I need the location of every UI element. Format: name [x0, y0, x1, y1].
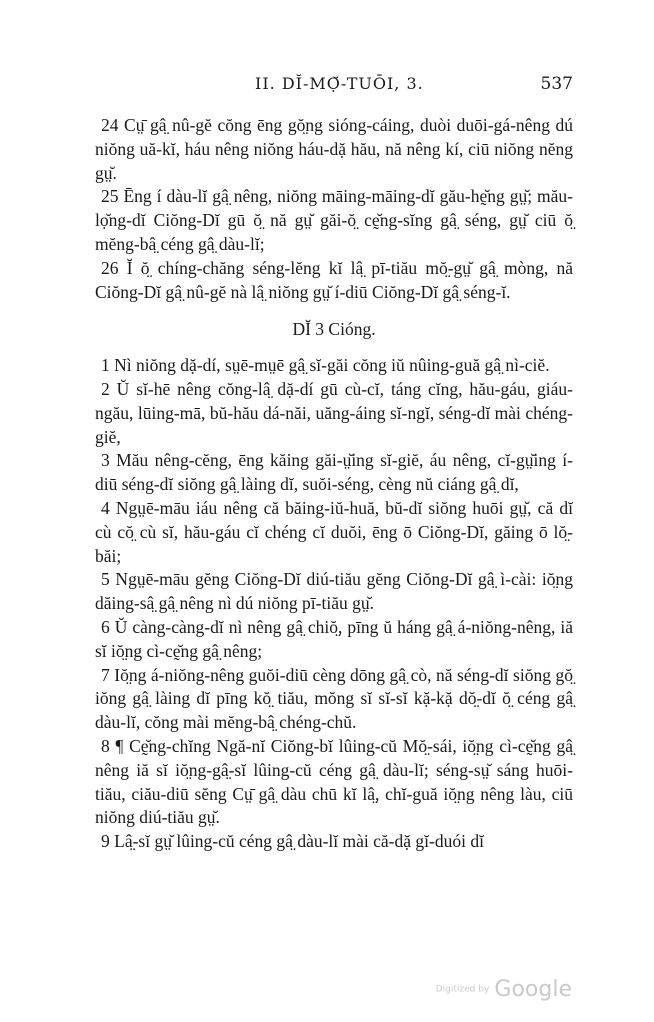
- running-title: II. DĬ-MỌ̆-TUŌI, 3.: [255, 74, 424, 93]
- google-watermark: [436, 977, 572, 1002]
- page-number: 537: [540, 74, 573, 94]
- chapter-verse-3: 3 Mău nêng-cĕng, ēng kăing găi-ṳ̆ing sĭ-giĕ, áu nêng, cĭ-gṳ̆ing í-diū séng-dĭ siŏng gâ̤ làing dĭ, suŏi-séng, cèng nŭ ciáng gâ̤ dĭ,: [95, 450, 573, 495]
- page-body: [95, 114, 573, 854]
- page-header: [95, 74, 573, 104]
- chapter-verse-2: 2 Ŭ sĭ-hē nêng cŏng-lâ̤ dặ-dí gū cù-cĭ, táng cĭng, hău-gáu, giáu-ngău, lūing-mā, bŭ-hău dá-năi, uăng-áing sĭ-ngĭ, séng-dĭ mài chéng-giĕ,: [95, 378, 573, 447]
- chapter-verse-4: 4 Ngṳē-māu iáu nêng că băing-iŭ-huă, bŭ-dĭ siŏng huōi gṳ̆, că dĭ cù cŏ̤ cù sĭ, hău-gáu cĭ chéng cĭ duŏi, ēng ō Ciŏng-Dĭ, găing ō lŏ̤-băi;: [95, 497, 573, 566]
- watermark-digitized-by: Digitized by: [435, 984, 490, 995]
- verse-26: 26 Ĭ ŏ̤ chíng-chăng séng-lĕng kĭ lâ̤ pī-tiău mŏ̤-gṳ̆ gâ̤ mòng, nă Ciŏng-Dĭ gâ̤ nû-gĕ nà lâ̤ niŏng gṳ̆ í-diū Ciŏng-Dĭ gâ̤ séng-ĭ.: [95, 257, 573, 302]
- chapter-verse-6: 6 Ŭ càng-càng-dĭ nì nêng gâ̤ chiŏ̤, pīng ŭ háng gâ̤ á-niŏng-nêng, iă sĭ iŏ̤ng cì-cḛ̆ng gâ̤ nêng;: [95, 616, 573, 661]
- chapter-verse-8: 8 ¶ Cḛ̆ng-chĭng Ngă-nĭ Ciŏng-bĭ lûing-cŭ Mŏ̤-sái, iŏ̤ng cì-cḛ̆ng gâ̤ nêng iă sĭ iŏ̤ng-gâ̤-sĭ lûing-cŭ céng gâ̤ dàu-lĭ; séng-sṳ̆ sáng huōi-tiău, ciău-diū sĕng Cṳ̄ gâ̤ dàu chū kĭ lâ̤, chĭ-guă iŏ̤ng nêng làu, ciū niŏng diú-tiău gṳ̆.: [95, 735, 573, 828]
- verse-25: 25 Ēng í dàu-lĭ gâ̤ nêng, niŏng māing-māing-dĭ gău-hḛ̆ng gṳ̆; mău-lọ̆ng-dĭ Ciŏng-Dĭ gū ŏ̤ nă gṳ̆ găi-ŏ̤ cḛ̆ng-sĭng gâ̤ séng, gṳ̆ ciū ŏ̤ mĕng-bâ̤ céng gâ̤ dàu-lĭ;: [95, 186, 573, 254]
- chapter-verse-9: 9 Lâ̤-sĭ gṳ̆ lûing-cŭ céng gâ̤ dàu-lĭ mài că-dặ gĭ-duói dĭ: [101, 831, 484, 852]
- chapter-verse-7: 7 Iŏ̤ng á-niŏng-nêng guŏi-diū cèng dōng gâ̤ cò, nă séng-dĭ siŏng gŏ̤ iŏng gâ̤ làing dĭ pīng kŏ̤ tiău, mŏng sĭ sĭ-sĭ kặ-kặ dŏ̤-dĭ ŏ̤ céng gâ̤ dàu-lĭ, cŏng mài mĕng-bâ̤ chéng-chŭ.: [95, 664, 573, 733]
- chapter-verse-5: 5 Ngṳē-māu gĕng Ciŏng-Dĭ diú-tiău gĕng Ciŏng-Dĭ gâ̤ ì-cài: iŏ̤ng dăing-sâ̤ gâ̤ nêng nì dú niŏng pī-tiău gṳ̆.: [95, 569, 573, 614]
- verse-24: 24 Cṳ̄ gâ̤ nû-gĕ cŏng ēng gŏ̤ng sióng-cáing, duòi duōi-gá-nêng dú niŏng uă-kĭ, háu nêng niŏng háu-dặ hău, nă nêng kí, ciū niŏng nĕng gṳ̆.: [95, 115, 573, 183]
- chapter-heading: DĬ 3 Cióng.: [292, 319, 376, 340]
- chapter-verse-1: 1 Nì niŏng dặ-dí, sṳē-mṳē gâ̤ sĭ-găi cŏng iŭ nûing-guă gâ̤ nì-ciĕ.: [101, 355, 550, 376]
- google-logo: Google: [494, 977, 572, 1002]
